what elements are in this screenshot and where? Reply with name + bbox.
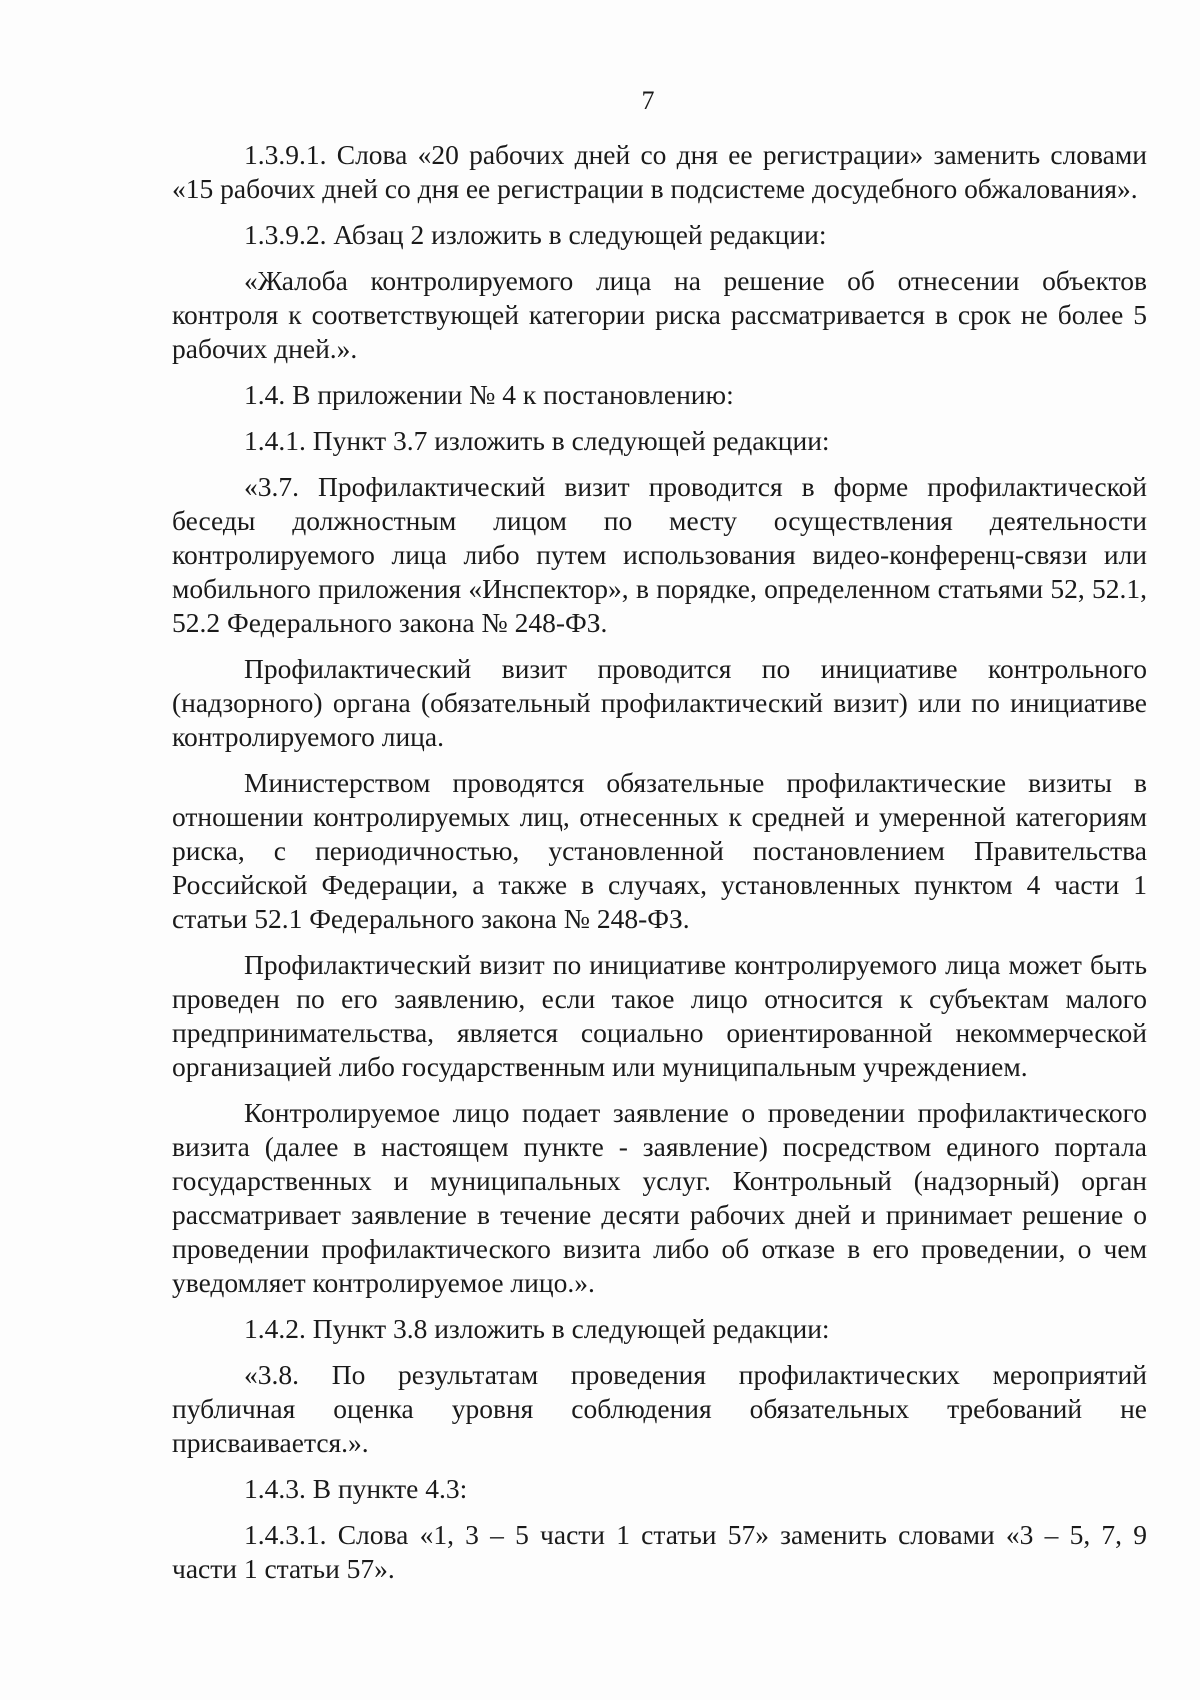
- paragraph-3-8-quote: «3.8. По результатам проведения профилактических мероприятий публичная оценка уровня соблюдения обязательных требований не присваивается.».: [172, 1359, 1147, 1458]
- paragraph-1-4-2: 1.4.2. Пункт 3.8 изложить в следующей редакции:: [244, 1313, 830, 1344]
- paragraph-visit-by-request: Профилактический визит по инициативе контролируемого лица может быть проведен по его заявлению, если такое лицо относится к субъектам малого предпринимательства, является социально ориентированной некоммерческой организацией либо государственным или муниципальным учреждением.: [172, 949, 1147, 1082]
- paragraph-1-3-9-1: 1.3.9.1. Слова «20 рабочих дней со дня ее регистрации» заменить словами «15 рабочих дней со дня ее регистрации в подсистеме досудебного обжалования».: [172, 139, 1147, 204]
- paragraph-1-3-9-2: 1.3.9.2. Абзац 2 изложить в следующей редакции:: [244, 219, 827, 250]
- paragraph-application-process: Контролируемое лицо подает заявление о проведении профилактического визита (далее в настоящем пункте - заявление) посредством единого портала государственных и муниципальных услуг. Контрольный (надзорный) орган рассматривает заявление в течение десяти рабочих дней и принимает решение о проведении профилактического визита либо об отказе в его проведении, о чем уведомляет контролируемое лицо.».: [172, 1097, 1147, 1298]
- document-body: [172, 138, 1147, 1598]
- page-number: 7: [641, 86, 655, 115]
- paragraph-ministry-visits: Министерством проводятся обязательные профилактические визиты в отношении контролируемых лиц, отнесенных к средней и умеренной категориям риска, с периодичностью, установленной постановлением Правительства Российской Федерации, а также в случаях, установленных пунктом 4 части 1 статьи 52.1 Федерального закона № 248-ФЗ.: [172, 767, 1147, 934]
- paragraph-1-4: 1.4. В приложении № 4 к постановлению:: [244, 379, 734, 410]
- paragraph-1-4-1: 1.4.1. Пункт 3.7 изложить в следующей редакции:: [244, 425, 830, 456]
- paragraph-visit-initiative: Профилактический визит проводится по инициативе контрольного (надзорного) органа (обязательный профилактический визит) или по инициативе контролируемого лица.: [172, 653, 1147, 752]
- paragraph-1-4-3-1: 1.4.3.1. Слова «1, 3 – 5 части 1 статьи 57» заменить словами «3 – 5, 7, 9 части 1 статьи 57».: [172, 1519, 1147, 1584]
- paragraph-complaint-quote: «Жалоба контролируемого лица на решение об отнесении объектов контроля к соответствующей категории риска рассматривается в срок не более 5 рабочих дней.».: [172, 265, 1147, 364]
- paragraph-1-4-3: 1.4.3. В пункте 4.3:: [244, 1473, 468, 1504]
- paragraph-3-7-quote: «3.7. Профилактический визит проводится в форме профилактической беседы должностным лицом по месту осуществления деятельности контролируемого лица либо путем использования видео-конференц-связи или мобильного приложения «Инспектор», в порядке, определенном статьями 52, 52.1, 52.2 Федерального закона № 248-ФЗ.: [172, 471, 1147, 638]
